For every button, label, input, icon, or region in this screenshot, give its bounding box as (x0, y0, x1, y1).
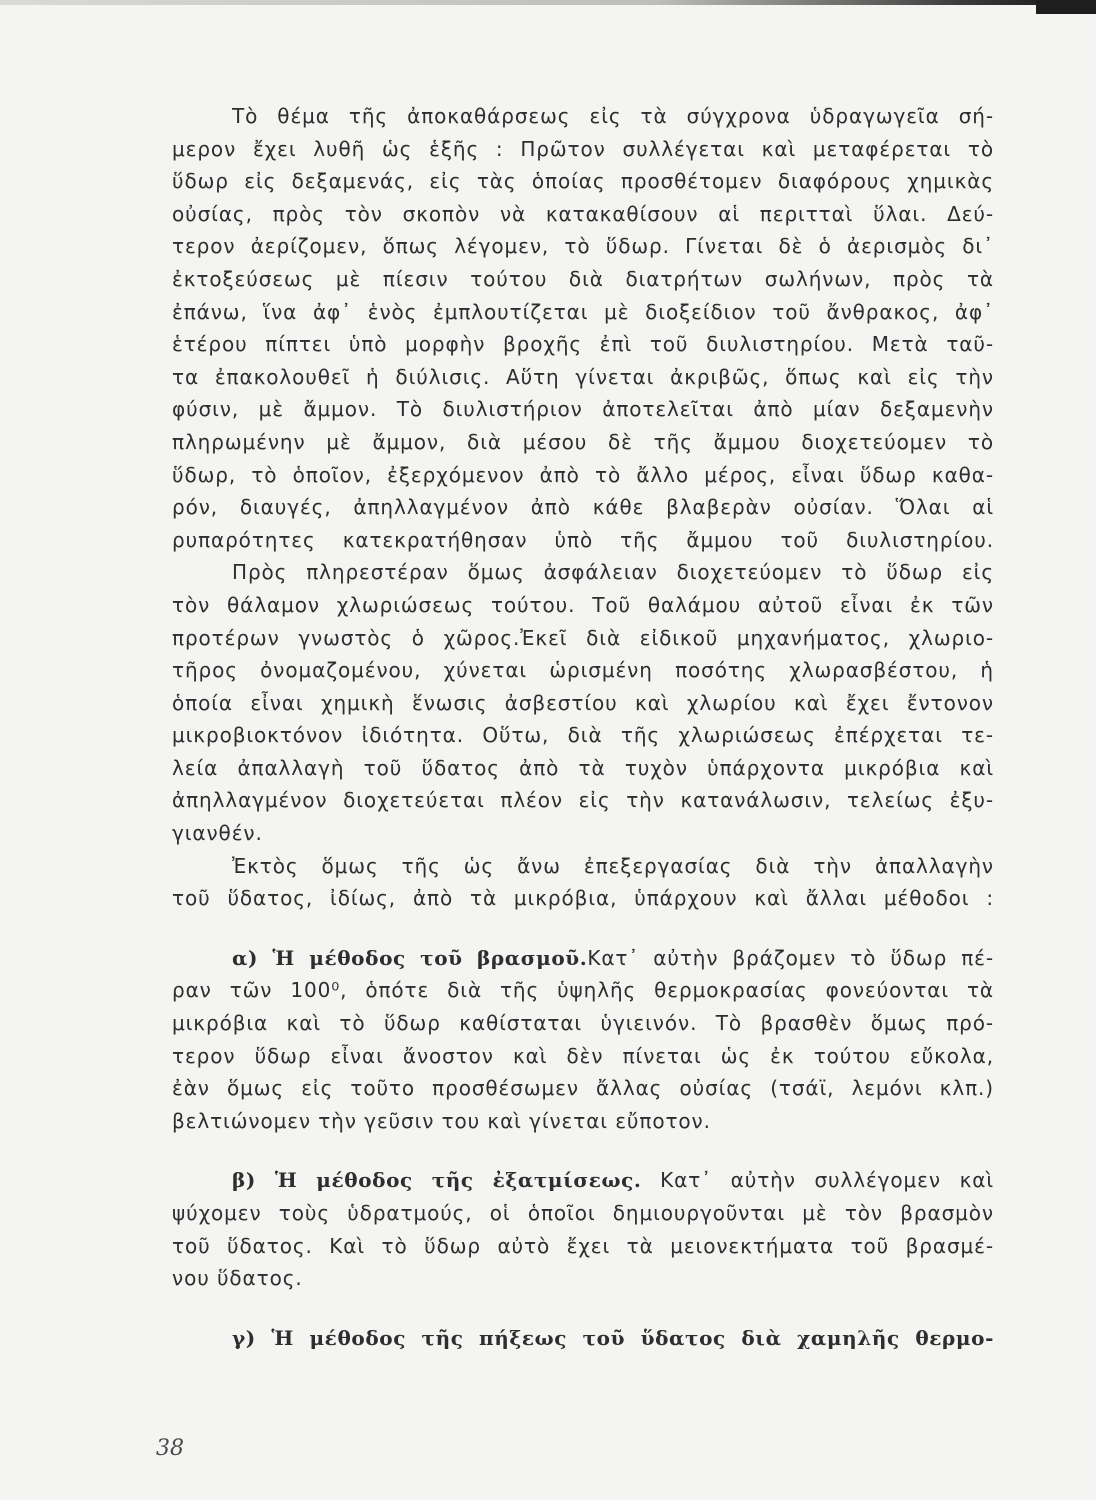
text-line: μερον ἔχει λυθῆ ὡς ἑξῆς : Πρῶτον συλλέγεται καὶ μεταφέρεται τὸ (172, 136, 994, 161)
text-line: ἐὰν ὅμως εἰς τοῦτο προσθέσωμεν ἄλλας οὐσίας (τσάϊ, λεμόνι κλπ.) (172, 1076, 994, 1101)
text-line: ρόν, διαυγές, ἀπηλλαγμένον ἀπὸ κάθε βλαβερὰν οὐσίαν. Ὅλαι αἱ (172, 495, 994, 520)
page-text-block (172, 100, 994, 1354)
method-text: Κατ᾽ αὐτὴν βράζομεν τὸ ὕδωρ πέ- (587, 945, 995, 970)
method-first-line (172, 1164, 994, 1197)
text-line: Ἐκτὸς ὅμως τῆς ὡς ἄνω ἐπεξεργασίας διὰ τὴν ἀπαλλαγὴν (232, 853, 994, 878)
text-line: ρυπαρότητες κατεκρατήθησαν ὑπὸ τῆς ἄμμου τοῦ διυλιστηρίου. (172, 527, 994, 552)
text-line: Τὸ θέμα τῆς ἀποκαθάρσεως εἰς τὰ σύγχρονα ὑδραγωγεῖα σή- (232, 104, 994, 128)
text-line: τερον ἀερίζομεν, ὅπως λέγομεν, τὸ ὕδωρ. Γίνεται δὲ ὁ ἀερισμὸς δι᾽ (172, 234, 994, 259)
method-alpha-boiling (172, 942, 994, 1138)
text-line: ἀπηλλαγμένον διοχετεύεται πλέον εἰς τὴν κατανάλωσιν, τελείως ἐξυ- (172, 788, 994, 813)
method-heading: γ) Ἡ μέθοδος τῆς πήξεως τοῦ ὕδατος διὰ χαμηλῆς θερμο- (232, 1325, 994, 1350)
text-line: τα ἐπακολουθεῖ ἡ διύλισις. Αὕτη γίνεται ἀκριβῶς, ὅπως καὶ εἰς τὴν (172, 364, 994, 389)
text-line: τοῦ ὕδατος. Καὶ τὸ ὕδωρ αὐτὸ ἔχει τὰ μειονεκτήματα τοῦ βρασμέ- (172, 1233, 994, 1258)
text-line: Πρὸς πληρεστέραν ὅμως ἀσφάλειαν διοχετεύομεν τὸ ὕδωρ εἰς (232, 560, 994, 585)
text-line: τοῦ ὕδατος, ἰδίως, ἀπὸ τὰ μικρόβια, ὑπάρχουν καὶ ἄλλαι μέθοδοι : (172, 886, 994, 911)
text-line: ὁποία εἶναι χημικὴ ἕνωσις ἀσβεστίου καὶ χλωρίου καὶ ἔχει ἔντονον (172, 690, 994, 715)
text-line: νου ὕδατος. (172, 1266, 303, 1291)
text-line: οὐσίας, πρὸς τὸν σκοπὸν νὰ κατακαθίσουν αἱ περιτταὶ ὕλαι. Δεύ- (172, 201, 994, 226)
paragraph-2 (172, 556, 994, 849)
text-line: ὕδωρ, τὸ ὁποῖον, ἐξερχόμενον ἀπὸ τὸ ἄλλο μέρος, εἶναι ὕδωρ καθα- (172, 462, 994, 487)
paragraph-3 (172, 850, 994, 915)
text-line: τερον ὕδωρ εἶναι ἄνοστον καὶ δὲν πίνεται ὡς ἐκ τούτου εὔκολα, (172, 1043, 994, 1068)
page-top-edge-shadow (0, 0, 1096, 5)
text-line: ἐπάνω, ἵνα ἀφ᾽ ἑνὸς ἐμπλουτίζεται μὲ διοξείδιον τοῦ ἄνθρακος, ἀφ᾽ (172, 299, 994, 324)
text-line: μικροβιοκτόνον ἰδιότητα. Οὕτω, διὰ τῆς χλωριώσεως ἐπέρχεται τε- (172, 723, 994, 748)
text-line: μικρόβια καὶ τὸ ὕδωρ καθίσταται ὑγιεινόν. Τὸ βρασθὲν ὅμως πρό- (172, 1011, 994, 1036)
text-line: γιανθέν. (172, 821, 263, 846)
paragraph-1 (172, 100, 994, 556)
text-line: λεία ἀπαλλαγὴ τοῦ ὕδατος ἀπὸ τὰ τυχὸν ὑπάρχοντα μικρόβια καὶ (172, 755, 994, 780)
text-line: ὕδωρ εἰς δεξαμενάς, εἰς τὰς ὁποίας προσθέτομεν διαφόρους χημικὰς (172, 169, 994, 194)
section-gap (172, 915, 994, 942)
text-line: προτέρων γνωστὸς ὁ χῶρος.Ἐκεῖ διὰ εἰδικοῦ μηχανήματος, χλωριο- (172, 625, 994, 650)
text-line: φύσιν, μὲ ἄμμον. Τὸ διυλιστήριον ἀποτελεῖται ἀπὸ μίαν δεξαμενὴν (172, 397, 994, 422)
page-top-right-corner-shadow (1036, 0, 1096, 14)
text-line: ραν τῶν 100⁰, ὁπότε διὰ τῆς ὑψηλῆς θερμοκρασίας φονεύονται τὰ (172, 978, 994, 1003)
text-line: ἐκτοξεύσεως μὲ πίεσιν τούτου διὰ διατρήτων σωλήνων, πρὸς τὰ (172, 266, 994, 291)
text-line: βελτιώνομεν τὴν γεῦσιν του καὶ γίνεται εὔποτον. (172, 1108, 711, 1133)
method-beta-evaporation (172, 1164, 994, 1294)
section-gap (172, 1295, 994, 1322)
text-line: τῆρος ὀνομαζομένου, χύνεται ὡρισμένη ποσότης χλωρασβέστου, ἡ (172, 658, 994, 683)
text-line: ἑτέρου πίπτει ὑπὸ μορφὴν βροχῆς ἐπὶ τοῦ διυλιστηρίου. Μετὰ ταῦ- (172, 332, 994, 357)
method-text: Κατ᾽ αὐτὴν συλλέγομεν καὶ (641, 1168, 995, 1193)
method-first-line (172, 942, 994, 975)
section-gap (172, 1137, 994, 1164)
text-line: ψύχομεν τοὺς ὑδρατμούς, οἱ ὁποῖοι δημιουργοῦνται μὲ τὸν βρασμὸν (172, 1201, 994, 1225)
method-heading: α) Ἡ μέθοδος τοῦ βρασμοῦ. (232, 945, 588, 970)
method-gamma-freezing (172, 1322, 994, 1355)
page-number: 38 (156, 1436, 184, 1461)
text-line: τὸν θάλαμον χλωριώσεως τούτου. Τοῦ θαλάμου αὐτοῦ εἶναι ἐκ τῶν (172, 592, 994, 617)
text-line: πληρωμένην μὲ ἄμμον, διὰ μέσου δὲ τῆς ἄμμου διοχετεύομεν τὸ (172, 429, 994, 454)
method-first-line (172, 1322, 994, 1355)
method-heading: β) Ἡ μέθοδος τῆς ἐξατμίσεως. (232, 1168, 642, 1193)
